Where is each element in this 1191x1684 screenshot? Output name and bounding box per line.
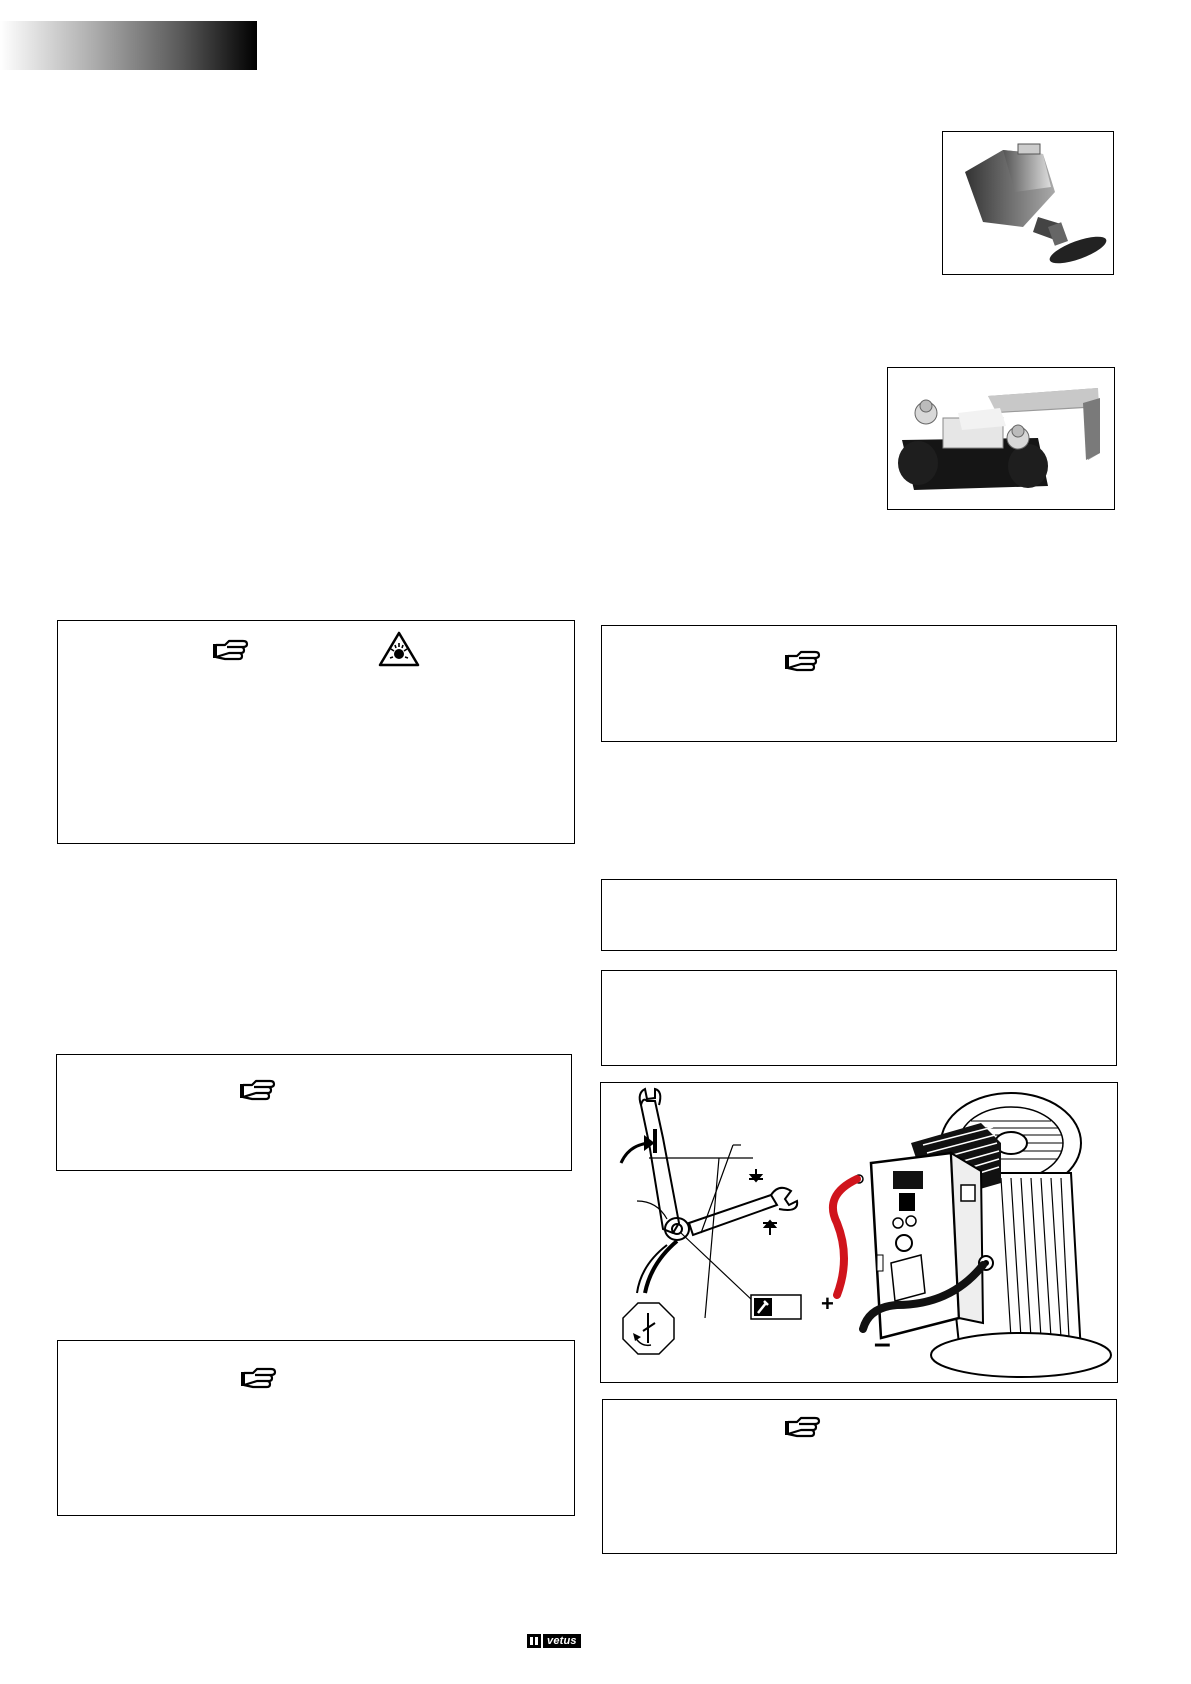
pointing-hand-icon: [785, 1414, 825, 1440]
notice-box-right-3: [601, 970, 1117, 1066]
notice-box-left-3: [57, 1340, 575, 1516]
pointing-hand-icon: [213, 637, 253, 663]
notice-box-right-4: [602, 1399, 1117, 1554]
vetus-logo: [527, 1634, 581, 1648]
pointing-hand-icon: [240, 1077, 280, 1103]
vetus-wordmark: vetus: [543, 1634, 581, 1648]
wrench-diagram: [621, 1089, 797, 1318]
header-bar: [0, 21, 257, 70]
pointing-hand-icon: [785, 648, 825, 674]
minus-label: –: [874, 1327, 891, 1360]
pointing-hand-icon: [241, 1365, 281, 1391]
positive-cable: [833, 1179, 857, 1295]
notice-box-right-1: [601, 625, 1117, 742]
battery-switch-photo: [942, 131, 1114, 275]
notice-box-right-2: [601, 879, 1117, 951]
plus-label: +: [821, 1291, 834, 1316]
fuse-holder-photo: [887, 367, 1115, 510]
explosion-warning-icon: [378, 631, 420, 667]
wiring-illustration: [600, 1082, 1118, 1383]
motor-drawing: [855, 1093, 1111, 1377]
notice-box-left-2: [56, 1054, 572, 1171]
vetus-mark-icon: [527, 1634, 541, 1648]
torque-tighten-icon: [623, 1303, 674, 1354]
wrench-icon: [754, 1298, 772, 1316]
notice-box-warning-explosion: [57, 620, 575, 844]
